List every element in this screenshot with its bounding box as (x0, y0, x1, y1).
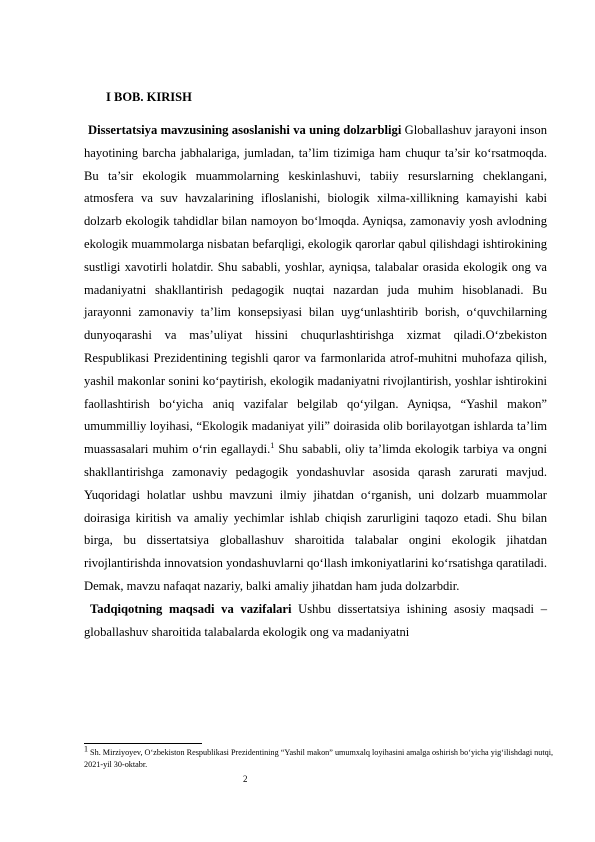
body-text (84, 119, 547, 643)
footnote-divider (84, 743, 202, 744)
footnote (84, 744, 554, 771)
paragraph-text: Globallashuv jarayoni inson hayotining barcha jabhalariga, jumladan, ta’lim tizimiga ham chuqur ta’sir ko‘rsatmoqda. Bu ta’sir ekologik muammolarning keskinlashuvi, tabiiy resurslarning cheklangani, atmosfera va suv havzalarining ifloslanishi, biologik xilma-xillikning kamayishi kabi dolzarb ekologik tahdidlar bilan namoyon bo‘lmoqda. Ayniqsa, zamonaviy yosh avlodning ekologik muammolarga nisbatan befarqligi, ekologik qarorlar qabul qilishdagi ishtirokining sustligi xavotirli holatdir. Shu sababli, yoshlar, ayniqsa, talabalar orasida ekologik ong va madaniyatni shakllantirish pedagogik nuqtai nazardan juda muhim hisoblanadi. Bu jarayonni zamonaviy ta’lim konsepsiyasi bilan uyg‘unlashtirib borish, o‘quvchilarning dunyoqarashi va mas’uliyat hissini chuqurlashtirishga xizmat qiladi.O‘zbekiston Respublikasi Prezidentining tegishli qaror va farmonlarida atrof-muhitni muhofaza qilish, yashil makonlar sonini ko‘paytirish, ekologik madaniyatni rivojlantirish, yoshlar ishtirokini faollashtirish bo‘yicha aniq vazifalar belgilab qo‘yilgan. Ayniqsa, “Yashil makon” umummilliy loyihasi, “Ekologik madaniyat yili” doirasida olib borilayotgan ishlarda ta’lim muassasalari muhim o‘rin egallaydi. (84, 123, 548, 457)
page-number: 2 (243, 774, 248, 784)
paragraph-relevance (84, 119, 547, 598)
footnote-reference[interactable]: 1 (270, 440, 275, 450)
section-title-goals: Tadqiqotning maqsadi va vazifalari (90, 601, 292, 616)
section-title-relevance: Dissertatsiya mavzusining asoslanishi va uning dolzarbligi (88, 123, 402, 137)
paragraph-goals (84, 598, 547, 644)
footnote-mark: 1 (84, 744, 88, 754)
paragraph-text-continued: Shu sababli, oliy ta’limda ekologik tarbiya va ongni shakllantirishga zamonaviy pedagogik yondashuvlar asosida qarash zarurati mavjud. Yuqoridagi holatlar ushbu mavzuni ilmiy jihatdan o‘rganish, uni dolzarb muammolar doirasiga kiritish va amaliy yechimlar ishlab chiqish zarurligini taqozo etadi. Shu bilan birga, bu dissertatsiya globallashuv sharoitida talabalar ongini ekologik jihatdan rivojlantirishda innovatsion yondashuvlarni qo‘llash imkoniyatlarini ko‘rsatishga qaratiladi. Demak, mavzu nafaqat nazariy, balki amaliy jihatdan ham juda dolzarbdir. (84, 442, 547, 593)
footnote-text: Sh. Mirziyoyev, O‘zbekiston Respublikasi Prezidentining “Yashil makon” umumxalq loyihasini amalga oshirish bo‘yicha yig‘ilishdagi nutqi, 2021-yil 30-oktabr. (84, 748, 554, 769)
paragraph-text: Ushbu dissertatsiya ishining asosiy maqsadi – globallashuv sharoitida talabalarda ekologik ong va madaniyatni (84, 601, 547, 639)
chapter-heading: I BOB. KIRISH (106, 90, 192, 104)
